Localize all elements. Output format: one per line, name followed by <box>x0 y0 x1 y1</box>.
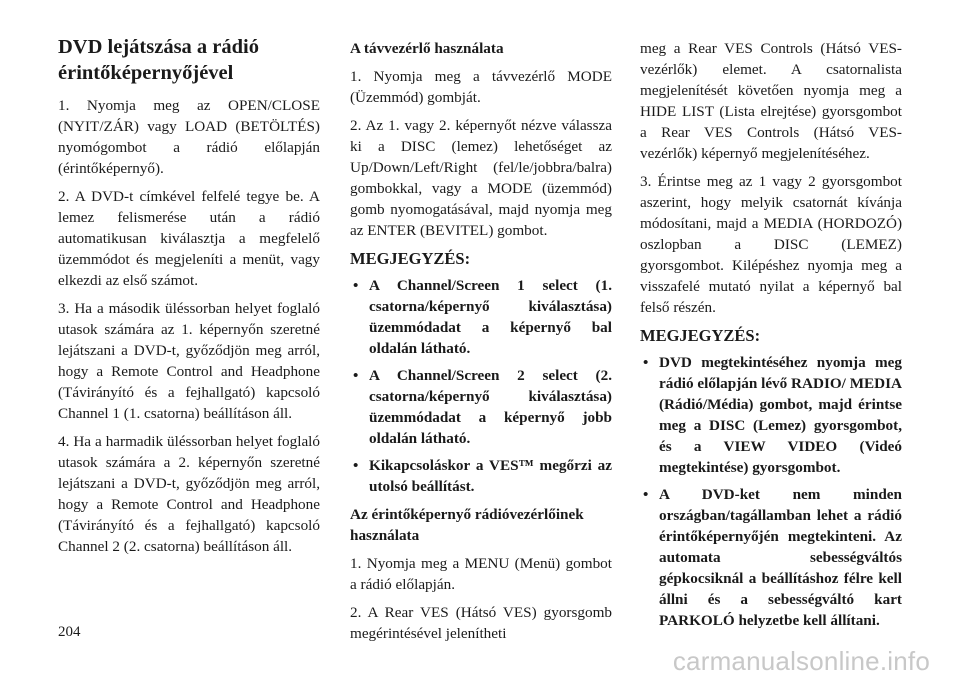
paragraph-step-3: 3. Ha a második üléssorban helyet foglaló utasok számára az 1. képernyőn szeretné lejátszani a DVD-t, győződjön meg arról, hogy a Remote Control and Headphone (Távirányító és a fejhallgató) kapcsoló Channel 1 (1. csatorna) beállításon áll. <box>58 300 320 422</box>
note-item: • Kikapcsoláskor a VES™ megőrzi az utolsó beállítást. <box>350 455 612 497</box>
paragraph-step-1: 1. Nyomja meg az OPEN/CLOSE (NYIT/ZÁR) vagy LOAD (BETÖLTÉS) nyomógombot a rádió előlapján (érintőképernyő). <box>58 97 320 177</box>
note-heading: MEGJEGYZÉS: <box>350 249 471 268</box>
note-heading: MEGJEGYZÉS: <box>640 326 761 345</box>
column-1 <box>58 34 320 564</box>
section-heading-touchscreen: Az érintőképernyő rádióvezérlőinek használata <box>350 506 584 544</box>
paragraph-remote-step-1: 1. Nyomja meg a távvezérlő MODE (Üzemmód) gombját. <box>350 68 612 106</box>
column-3 <box>640 38 902 638</box>
section-heading-remote: A távvezérlő használata <box>350 40 504 57</box>
column-2 <box>350 38 612 651</box>
note-item: • DVD megtekintéséhez nyomja meg rádió előlapján lévő RADIO/ MEDIA (Rádió/Média) gombot, majd érintse meg a DISC (Lemez) gyorsgombot, és a VIEW VIDEO (Videó megtekintése) gyorsgombot. <box>640 352 902 478</box>
paragraph-remote-step-2: 2. Az 1. vagy 2. képernyőt nézve válassza ki a DISC (lemez) lehetőséget az Up/Down/Left/Right (fel/le/jobbra/balra) gombokkal, vagy a MODE (üzemmód) gomb nyomogatásával, majd nyomja meg az ENTER (BEVITEL) gombot. <box>350 117 612 239</box>
note-list <box>640 352 902 631</box>
paragraph-step-4: 4. Ha a harmadik üléssorban helyet foglaló utasok számára a 2. képernyőn szeretné lejátszani a DVD-t, győződjön meg arról, hogy a Remote Control and Headphone (Távirányító és a fejhallgató) kapcsoló Channel 2 (2. csatorna) beállításon áll. <box>58 433 320 555</box>
paragraph-touch-step-1: 1. Nyomja meg a MENU (Menü) gombot a rádió előlapján. <box>350 555 612 593</box>
paragraph-continued: meg a Rear VES Controls (Hátsó VES-vezérlők) elemet. A csatornalista megjelenítését követően nyomja meg a HIDE LIST (Lista elrejtése) gyorsgombot a Rear VES Controls (Hátsó VES-vezérlők) képernyő megjelenítéséhez. <box>640 40 902 162</box>
paragraph-step-2: 2. A DVD-t címkével felfelé tegye be. A lemez felismerése után a rádió automatikusan kiválasztja a megfelelő üzemmódot és megjeleníti a menüt, vagy elkezdi az első számot. <box>58 188 320 289</box>
note-item: • A Channel/Screen 2 select (2. csatorna/képernyő kiválasztása) üzemmódadat a képernyő jobb oldalán látható. <box>350 365 612 449</box>
paragraph-touch-step-3: 3. Érintse meg az 1 vagy 2 gyorsgombot aszerint, hogy melyik csatornát kívánja módosítani, majd a MEDIA (HORDOZÓ) oszlopban a DISC (LEMEZ) gyorsgombot. Kilépéshez nyomja meg a visszafelé mutató nyilat a képernyő bal felső részén. <box>640 173 902 316</box>
paragraph-touch-step-2: 2. A Rear VES (Hátsó VES) gyorsgomb megérintésével jelenítheti <box>350 604 612 642</box>
page-number: 204 <box>58 624 81 640</box>
page-title: DVD lejátszása a rádió érintőképernyőjével <box>58 36 259 84</box>
watermark: carmanualsonline.info <box>672 646 930 676</box>
note-list <box>350 275 612 497</box>
note-item: • A DVD-ket nem minden országban/tagállamban lehet a rádió érintőképernyőjén megtekinteni. Az automata sebességváltós gépkocsiknál a beállításhoz félre kell állni és a sebességváltó kart PARKOLÓ helyzetbe kell állítani. <box>640 484 902 631</box>
note-item: • A Channel/Screen 1 select (1. csatorna/képernyő kiválasztása) üzemmódadat a képernyő bal oldalán látható. <box>350 275 612 359</box>
